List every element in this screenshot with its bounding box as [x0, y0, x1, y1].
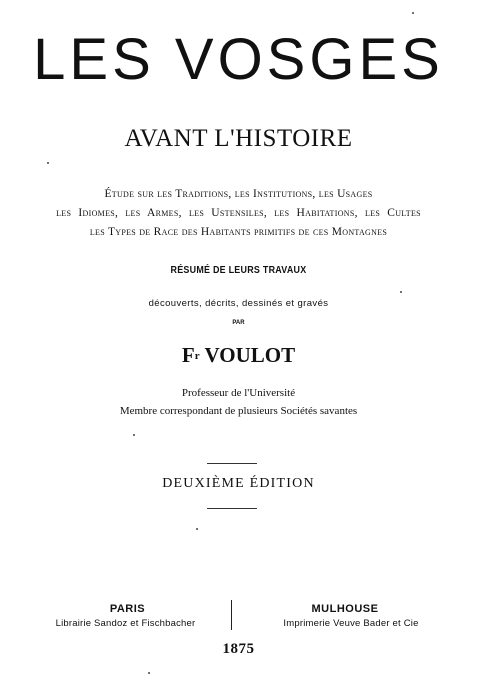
paper-speck [196, 528, 198, 530]
publisher-city-mulhouse: MULHOUSE [311, 603, 379, 615]
author-prefix: F [181, 343, 195, 367]
description-line-3: les Types de Race des Habitants primitifs de ces Montagnes [89, 226, 388, 238]
paper-speck [148, 672, 150, 674]
author-role-2: Membre correspondant de plusieurs Sociétés savantes [119, 405, 358, 417]
edition-rule-bottom [207, 508, 257, 509]
by-label: PAR [232, 320, 245, 326]
paper-speck [400, 291, 402, 293]
publisher-name-mulhouse: Imprimerie Veuve Bader et Cie [283, 618, 419, 629]
author-surname: VOULOT [204, 343, 296, 367]
paper-speck [47, 162, 49, 164]
publication-year: 1875 [222, 641, 255, 657]
paper-speck [133, 434, 135, 436]
edition-label: DEUXIÈME ÉDITION [162, 476, 315, 491]
edition-rule-top [207, 463, 257, 464]
publisher-city-paris: PARIS [109, 603, 146, 615]
author-role-1: Professeur de l'Université [181, 387, 296, 399]
book-title: LES VOSGES [33, 27, 444, 92]
summary-heading: RÉSUMÉ DE LEURS TRAVAUX [170, 264, 307, 276]
publisher-name-paris: Librairie Sandoz et Fischbacher [55, 618, 196, 629]
author-name [0, 342, 477, 368]
description-line-2: les Idiomes, les Armes, les Ustensiles, les Habitations, les Cultes [56, 207, 421, 219]
discovered-line: découverts, décrits, dessinés et gravés [148, 298, 329, 309]
publisher-divider [231, 600, 232, 630]
book-subtitle: AVANT L'HISTOIRE [124, 125, 353, 152]
paper-speck [412, 12, 414, 14]
description-line-1: Étude sur les Traditions, les Institutions, les Usages [104, 188, 373, 200]
author-prefix-superscript: r [194, 350, 200, 362]
